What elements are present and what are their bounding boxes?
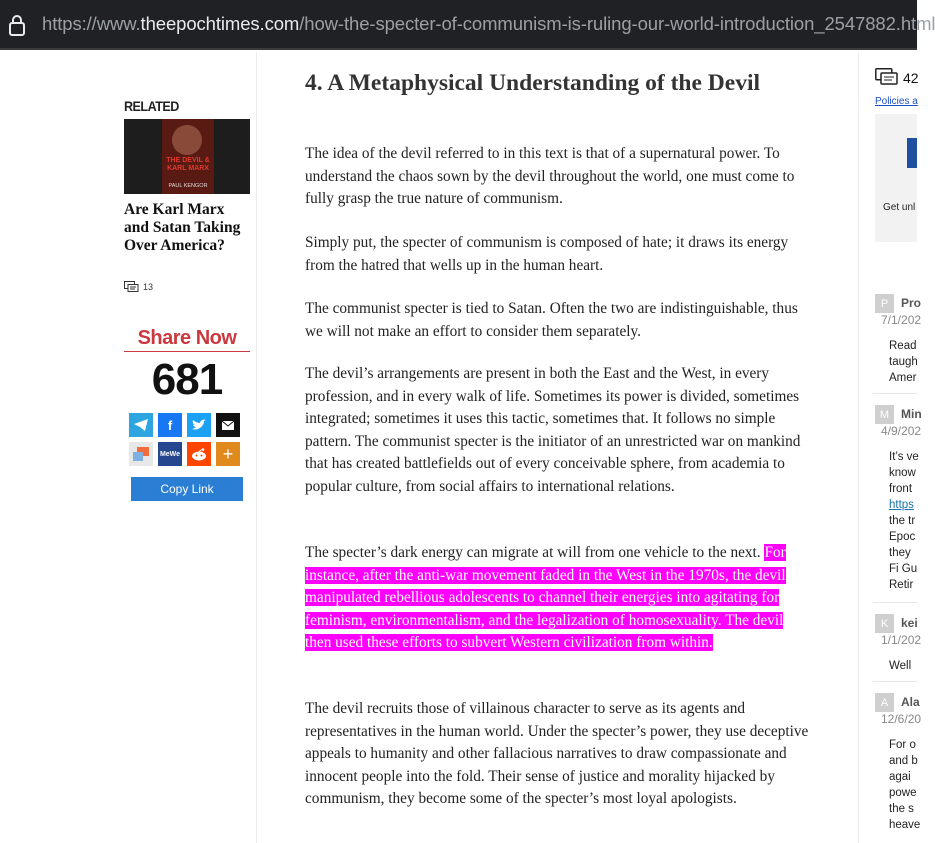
comment-line: taugh xyxy=(889,356,918,368)
comment-date: 4/9/202 xyxy=(881,424,922,438)
related-article-title[interactable]: Are Karl Marx and Satan Taking Over America? xyxy=(124,201,241,255)
paragraph-text: The idea of the devil referred to in this text is that of a supernatural power. To understand the chaos sown by the devil throughout the world, one must come to fully grasp the true nature of communism. xyxy=(305,145,795,207)
comment-line: It’s ve xyxy=(889,451,919,463)
comment-line: Fi Gu xyxy=(889,563,918,575)
gettr-share-button[interactable] xyxy=(129,442,153,466)
comment-line: Retir xyxy=(889,579,914,591)
comment-line: the s xyxy=(889,803,914,815)
url-path: /how-the-specter-of-communism-is-ruling-our-world-introduction_2547882.html xyxy=(299,13,935,34)
plus-icon: + xyxy=(222,443,234,464)
reddit-icon xyxy=(191,448,207,461)
telegram-share-button[interactable] xyxy=(129,413,153,437)
comment-body xyxy=(889,449,919,593)
comment-line: Epoc xyxy=(889,531,916,543)
twitter-icon xyxy=(192,419,206,431)
comment-link[interactable]: https xyxy=(889,499,914,511)
comment-line: the tr xyxy=(889,515,916,527)
comment-line: they xyxy=(889,547,911,559)
gettr-icon xyxy=(132,447,150,461)
twitter-share-button[interactable] xyxy=(187,413,211,437)
url-text[interactable] xyxy=(42,13,935,35)
mewe-icon: MeWe xyxy=(159,450,181,458)
subscribe-promo[interactable] xyxy=(875,114,917,242)
policies-link[interactable]: Policies a xyxy=(875,96,918,107)
comment-author[interactable]: Ala xyxy=(901,695,920,709)
comment-date: 7/1/202 xyxy=(881,313,922,327)
copy-link-button[interactable]: Copy Link xyxy=(131,477,243,501)
comment-author[interactable]: Min xyxy=(901,407,922,421)
highlighted-text: For instance, after the anti-war movement faded in the West in the 1970s, the devil manipulated rebellious adolescents to channel their energies into agitating for feminism, environmentalism, and the legalization of homosexuality. The devil then used these efforts to subvert Western civilization from within. xyxy=(305,544,786,651)
comment-body xyxy=(889,737,920,833)
url-prefix: https://www. xyxy=(42,13,141,34)
article-section xyxy=(305,70,810,96)
related-comments[interactable] xyxy=(124,281,153,293)
paragraph-text: The specter’s dark energy can migrate at will from one vehicle to the next. xyxy=(305,544,761,561)
comment-line: know xyxy=(889,467,916,479)
paragraph-text: Simply put, the specter of communism is composed of hate; it draws its energy from the hatred that wells up in the human heart. xyxy=(305,234,789,274)
url-domain: theepochtimes.com xyxy=(140,13,300,34)
portrait-image xyxy=(172,125,202,155)
lock-icon xyxy=(8,14,26,36)
comment-line: Well xyxy=(889,660,912,672)
comment-line: powe xyxy=(889,787,917,799)
comment-date: 12/6/20 xyxy=(881,712,922,726)
comment-body xyxy=(889,338,918,386)
facebook-share-button[interactable] xyxy=(158,413,182,437)
more-share-button[interactable] xyxy=(216,442,240,466)
avatar: P xyxy=(875,294,894,313)
promo-text: Get unl xyxy=(883,202,916,213)
comment-line: For o xyxy=(889,739,916,751)
share-heading: Share Now xyxy=(124,327,250,352)
subscribe-button[interactable] xyxy=(907,138,917,168)
facebook-icon: f xyxy=(167,417,173,433)
comment-icon xyxy=(875,68,899,87)
comment-author[interactable]: Pro xyxy=(901,296,922,310)
related-thumbnail[interactable] xyxy=(124,119,250,194)
paragraph-text: The communist specter is tied to Satan. Often the two are indistinguishable, thus we will not make an effort to consider them separately. xyxy=(305,300,798,340)
telegram-icon xyxy=(134,419,148,431)
comment-separator xyxy=(873,393,917,394)
comments-count-link[interactable] xyxy=(875,68,919,87)
avatar: M xyxy=(875,405,894,424)
comment-date: 1/1/202 xyxy=(881,633,922,647)
comment-line: and b xyxy=(889,755,918,767)
browser-address-bar[interactable] xyxy=(0,0,935,50)
email-icon xyxy=(222,421,234,430)
comment-line: Read xyxy=(889,340,917,352)
comment-body xyxy=(889,658,911,674)
paragraph-6 xyxy=(305,698,810,811)
comment-line: Amer xyxy=(889,372,917,384)
related-heading: RELATED xyxy=(124,98,179,114)
comment-line: agai xyxy=(889,771,911,783)
comment-line: front xyxy=(889,483,913,495)
paragraph-text: The devil’s arrangements are present in both the East and the West, in every profession, and in every walk of life. Sometimes its power is divided, sometimes integrated; sometimes it uses this tactic, sometimes that. It follows no simple pattern. The communist specter is the initiator of an unrestricted war on mankind that has created battlefields out of every conceivable sphere, from academia to popular culture, from social affairs to international relations. xyxy=(305,365,801,495)
comments-count: 42 xyxy=(903,69,919,86)
comment-line: heave xyxy=(889,819,921,831)
paragraph-2 xyxy=(305,232,810,277)
mewe-share-button[interactable] xyxy=(158,442,182,466)
paragraph-4 xyxy=(305,363,810,498)
reddit-share-button[interactable] xyxy=(187,442,211,466)
share-count: 681 xyxy=(151,355,223,404)
paragraph-1 xyxy=(305,143,810,211)
email-share-button[interactable] xyxy=(216,413,240,437)
section-heading: 4. A Metaphysical Understanding of the Devil xyxy=(305,70,761,96)
column-divider-right xyxy=(858,52,859,843)
paragraph-5 xyxy=(305,542,810,655)
avatar: K xyxy=(875,614,894,633)
comment-separator xyxy=(873,602,917,603)
comment-author[interactable]: kei xyxy=(901,616,918,630)
column-divider-left xyxy=(256,52,257,843)
paragraph-text: The devil recruits those of villainous character to serve as its agents and representatives in the human world. Under the specter’s power, they use deceptive appeals to humanity and other fallacious narratives to draw compassionate and innocent people into the fold. Their sense of justice and morality hijacked by communism, they become some of the specter’s most loyal apologists. xyxy=(305,700,809,807)
paragraph-3 xyxy=(305,298,810,343)
comment-separator xyxy=(873,681,917,682)
thumbnail-author: PAUL KENGOR xyxy=(168,183,208,189)
related-comment-count: 13 xyxy=(143,282,154,292)
thumbnail-title: THE DEVIL & KARL MARX xyxy=(166,157,210,172)
comment-icon xyxy=(124,281,139,293)
avatar: A xyxy=(875,693,894,712)
